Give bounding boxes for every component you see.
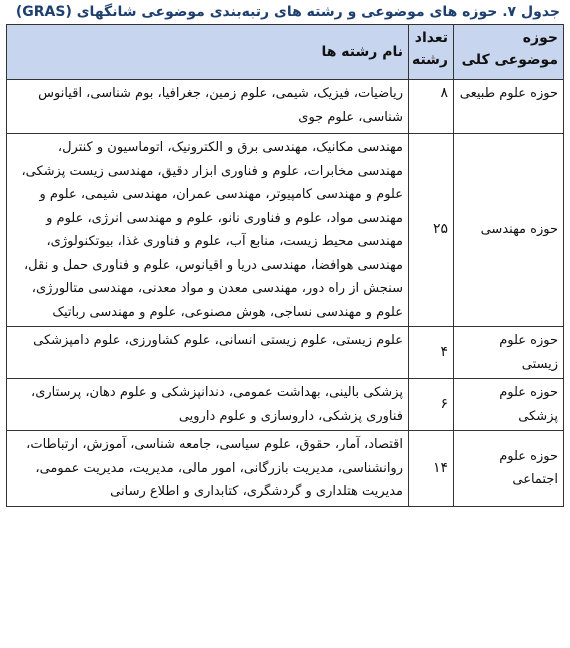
header-count: تعداد رشته bbox=[409, 25, 454, 80]
row-area: حوزه علوم زیستی bbox=[454, 327, 564, 379]
table-row bbox=[7, 80, 564, 134]
row-count: ۶ bbox=[409, 379, 454, 431]
table-header-row bbox=[7, 25, 564, 80]
header-area: حوزه موضوعی کلی bbox=[454, 25, 564, 80]
row-fields: ریاضیات، فیزیک، شیمی، علوم زمین، جغرافیا، بوم شناسی، اقیانوس شناسی، علوم جوی bbox=[7, 80, 409, 134]
table-caption: جدول ۷. حوزه های موضوعی و رشته های رتبه‌بندی موضوعی شانگهای (GRAS) bbox=[15, 4, 560, 20]
row-area: حوزه علوم طبیعی bbox=[454, 80, 564, 134]
table-row bbox=[7, 327, 564, 379]
row-fields: علوم زیستی، علوم زیستی انسانی، علوم کشاورزی، علوم دامپزشکی bbox=[7, 327, 409, 379]
header-fields: نام رشته ها bbox=[7, 25, 409, 80]
subject-areas-table bbox=[6, 24, 564, 507]
row-area: حوزه علوم اجتماعی bbox=[454, 431, 564, 507]
row-fields: اقتصاد، آمار، حقوق، علوم سیاسی، جامعه شناسی، آموزش، ارتباطات، روانشناسی، مدیریت بازرگانی، امور مالی، مدیریت، مدیریت عمومی، مدیریت هتلداری و گردشگری، کتابداری و اطلاع رسانی bbox=[7, 431, 409, 507]
row-count: ۸ bbox=[409, 80, 454, 134]
row-count: ۲۵ bbox=[409, 134, 454, 327]
row-fields: مهندسی مکانیک، مهندسی برق و الکترونیک، اتوماسیون و کنترل، مهندسی مخابرات، علوم و فناوری ابزار دقیق، مهندسی زیست پزشکی، علوم و مهندسی کامپیوتر، مهندسی عمران، مهندسی شیمی، علوم و مهندسی مواد، علوم و فناوری نانو، علوم و مهندسی انرژی، علوم و مهندسی محیط زیست، منابع آب، علوم و فناوری غذا، بیوتکنولوژی، مهندسی هوافضا، مهندسی دریا و اقیانوس، علوم و فناوری حمل و نقل، سنجش از راه دور، مهندسی معدن و مواد معدنی، مهندسی متالورژی، علوم و مهندسی نساجی، هوش مصنوعی، علوم و مهندسی رباتیک bbox=[7, 134, 409, 327]
table-row bbox=[7, 431, 564, 507]
row-area: حوزه علوم پزشکی bbox=[454, 379, 564, 431]
table-row bbox=[7, 134, 564, 327]
table-row bbox=[7, 379, 564, 431]
row-area: حوزه مهندسی bbox=[454, 134, 564, 327]
row-fields: پزشکی بالینی، بهداشت عمومی، دندانپزشکی و علوم دهان، پرستاری، فناوری پزشکی، داروسازی و علوم دارویی bbox=[7, 379, 409, 431]
row-count: ۱۴ bbox=[409, 431, 454, 507]
row-count: ۴ bbox=[409, 327, 454, 379]
